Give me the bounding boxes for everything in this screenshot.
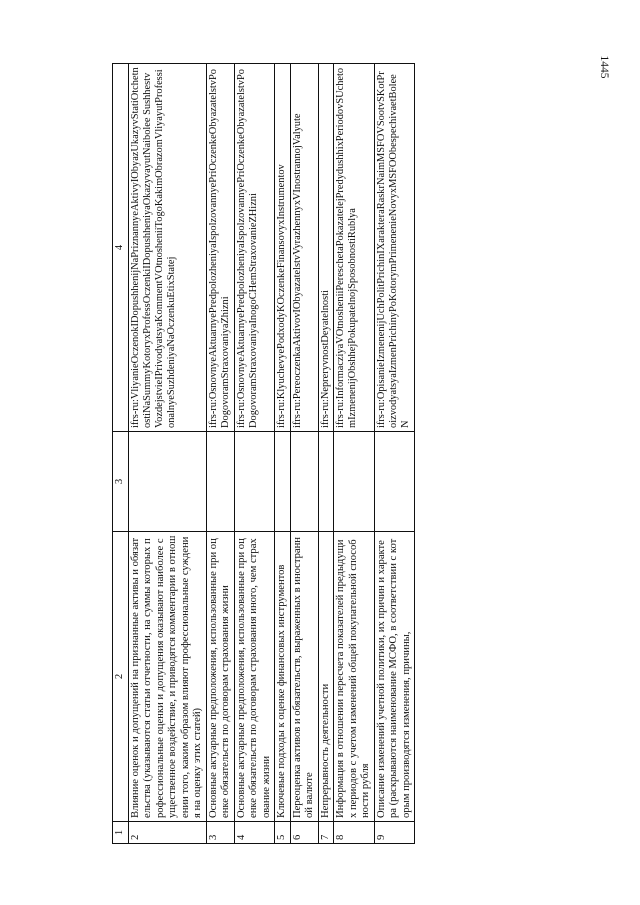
table-row [234,64,275,844]
row-col3 [275,432,291,532]
row-number: 3 [206,822,234,844]
row-code: ifrs-ru:OsnovnyeAktuarnyePredpolozheniyaIspolzovannyePriOczenkeObyazatelstvPoDogovoramStraxovaniyaInogoCHemStraxovanieZHizni [234,64,275,432]
table-row [128,64,206,844]
row-description: Влияние оценок и допущений на признанные активы и обязательства (указываются статьи отчетности, на суммы которых профессиональные оценки и допущения оказывают наиболее существенное воздействие, и приводятся комментарии в отношении того, каким образом влияют профессиональные суждения на оценку этих статей) [128,532,206,822]
row-code: ifrs-ru:OsnovnyeAktuarnyePredpolozheniyaIspolzovannyePriOczenkeObyazatelstvPoDogovoramStraxovaniyaZhizni [206,64,234,432]
table-row [374,64,415,844]
data-table [112,63,415,844]
row-number: 7 [318,822,334,844]
row-description: Переоценка активов и обязательств, выраженных в иностранной валюте [290,532,318,822]
row-col3 [318,432,334,532]
row-code: ifrs-ru:InformacziyaVOtnosheniiPereschetaPokazatelejPredydushhixPeriodovSUchetomIzmenenijObshhejPokupatelnojSposobnostiRublya [334,64,375,432]
row-col3 [290,432,318,532]
header-cell-3: 3 [113,432,129,532]
row-code: ifrs-ru:PereoczenkaAktivovIObyazatelstvVyrazhennyxVInostrannojValyute [290,64,318,432]
row-number: 8 [334,822,375,844]
table-row [318,64,334,844]
table-row [334,64,375,844]
row-description: Ключевые подходы к оценке финансовых инструментов [275,532,291,822]
row-col3 [128,432,206,532]
row-description: Основные актуарные предположения, использованные при оценке обязательств по договорам страхования жизни [206,532,234,822]
table-row [290,64,318,844]
row-description: Основные актуарные предположения, использованные при оценке обязательств по договорам страхования иного, чем страхование жизни [234,532,275,822]
row-description: Непрерывность деятельности [318,532,334,822]
table-row [275,64,291,844]
row-col3 [334,432,375,532]
header-cell-1: 1 [113,822,129,844]
table-header-row [113,64,129,844]
table-row [206,64,234,844]
row-col3 [374,432,415,532]
row-code: ifrs-ru:OpisanieIzmenenijUchPolitPrichinIXarakteraRaskrNaimMSFOVSootvSKotProizvodyatsyaIzmenPrichinyPoKotorymPrimenenieNovyxMSFOObespechivaetBoleeN [374,64,415,432]
row-number: 9 [374,822,415,844]
row-code: ifrs-ru:NepreryvnostDeyatelnosti [318,64,334,432]
row-col3 [206,432,234,532]
row-number: 5 [275,822,291,844]
row-number: 4 [234,822,275,844]
page-number: 1445 [598,55,610,79]
row-number: 6 [290,822,318,844]
header-cell-4: 4 [113,64,129,432]
row-description: Информация в отношении пересчета показателей предыдущих периодов с учетом изменений общей покупательной способности рубля [334,532,375,822]
header-cell-2: 2 [113,532,129,822]
row-code: ifrs-ru:KlyuchevyePodxodyKOczenkeFinansovyxInstrumentov [275,64,291,432]
rotated-table-container [112,64,582,844]
row-col3 [234,432,275,532]
row-number: 2 [128,822,206,844]
row-description: Описание изменений учетной политики, их причин и характера (раскрываются наименование МСФО, в соответствии с которым производятся изменения, причины, [374,532,415,822]
row-code: ifrs-ru:VliyanieOczenokIDopushhenijNaPriznannyeAktivyIObyazUkazyvStatiOtchetnostiNaSummyKotoryxProfessOczenkiIDopushheniyaOkazyvayutNaibolee SushhestvVozdejstvieIPrivodyatsyaKommentVOtnosheniiTogoKakimObrazomVliyayutProfessionalnyeSuzhdeniyaNaOczenkuEtixStatej [128,64,206,432]
